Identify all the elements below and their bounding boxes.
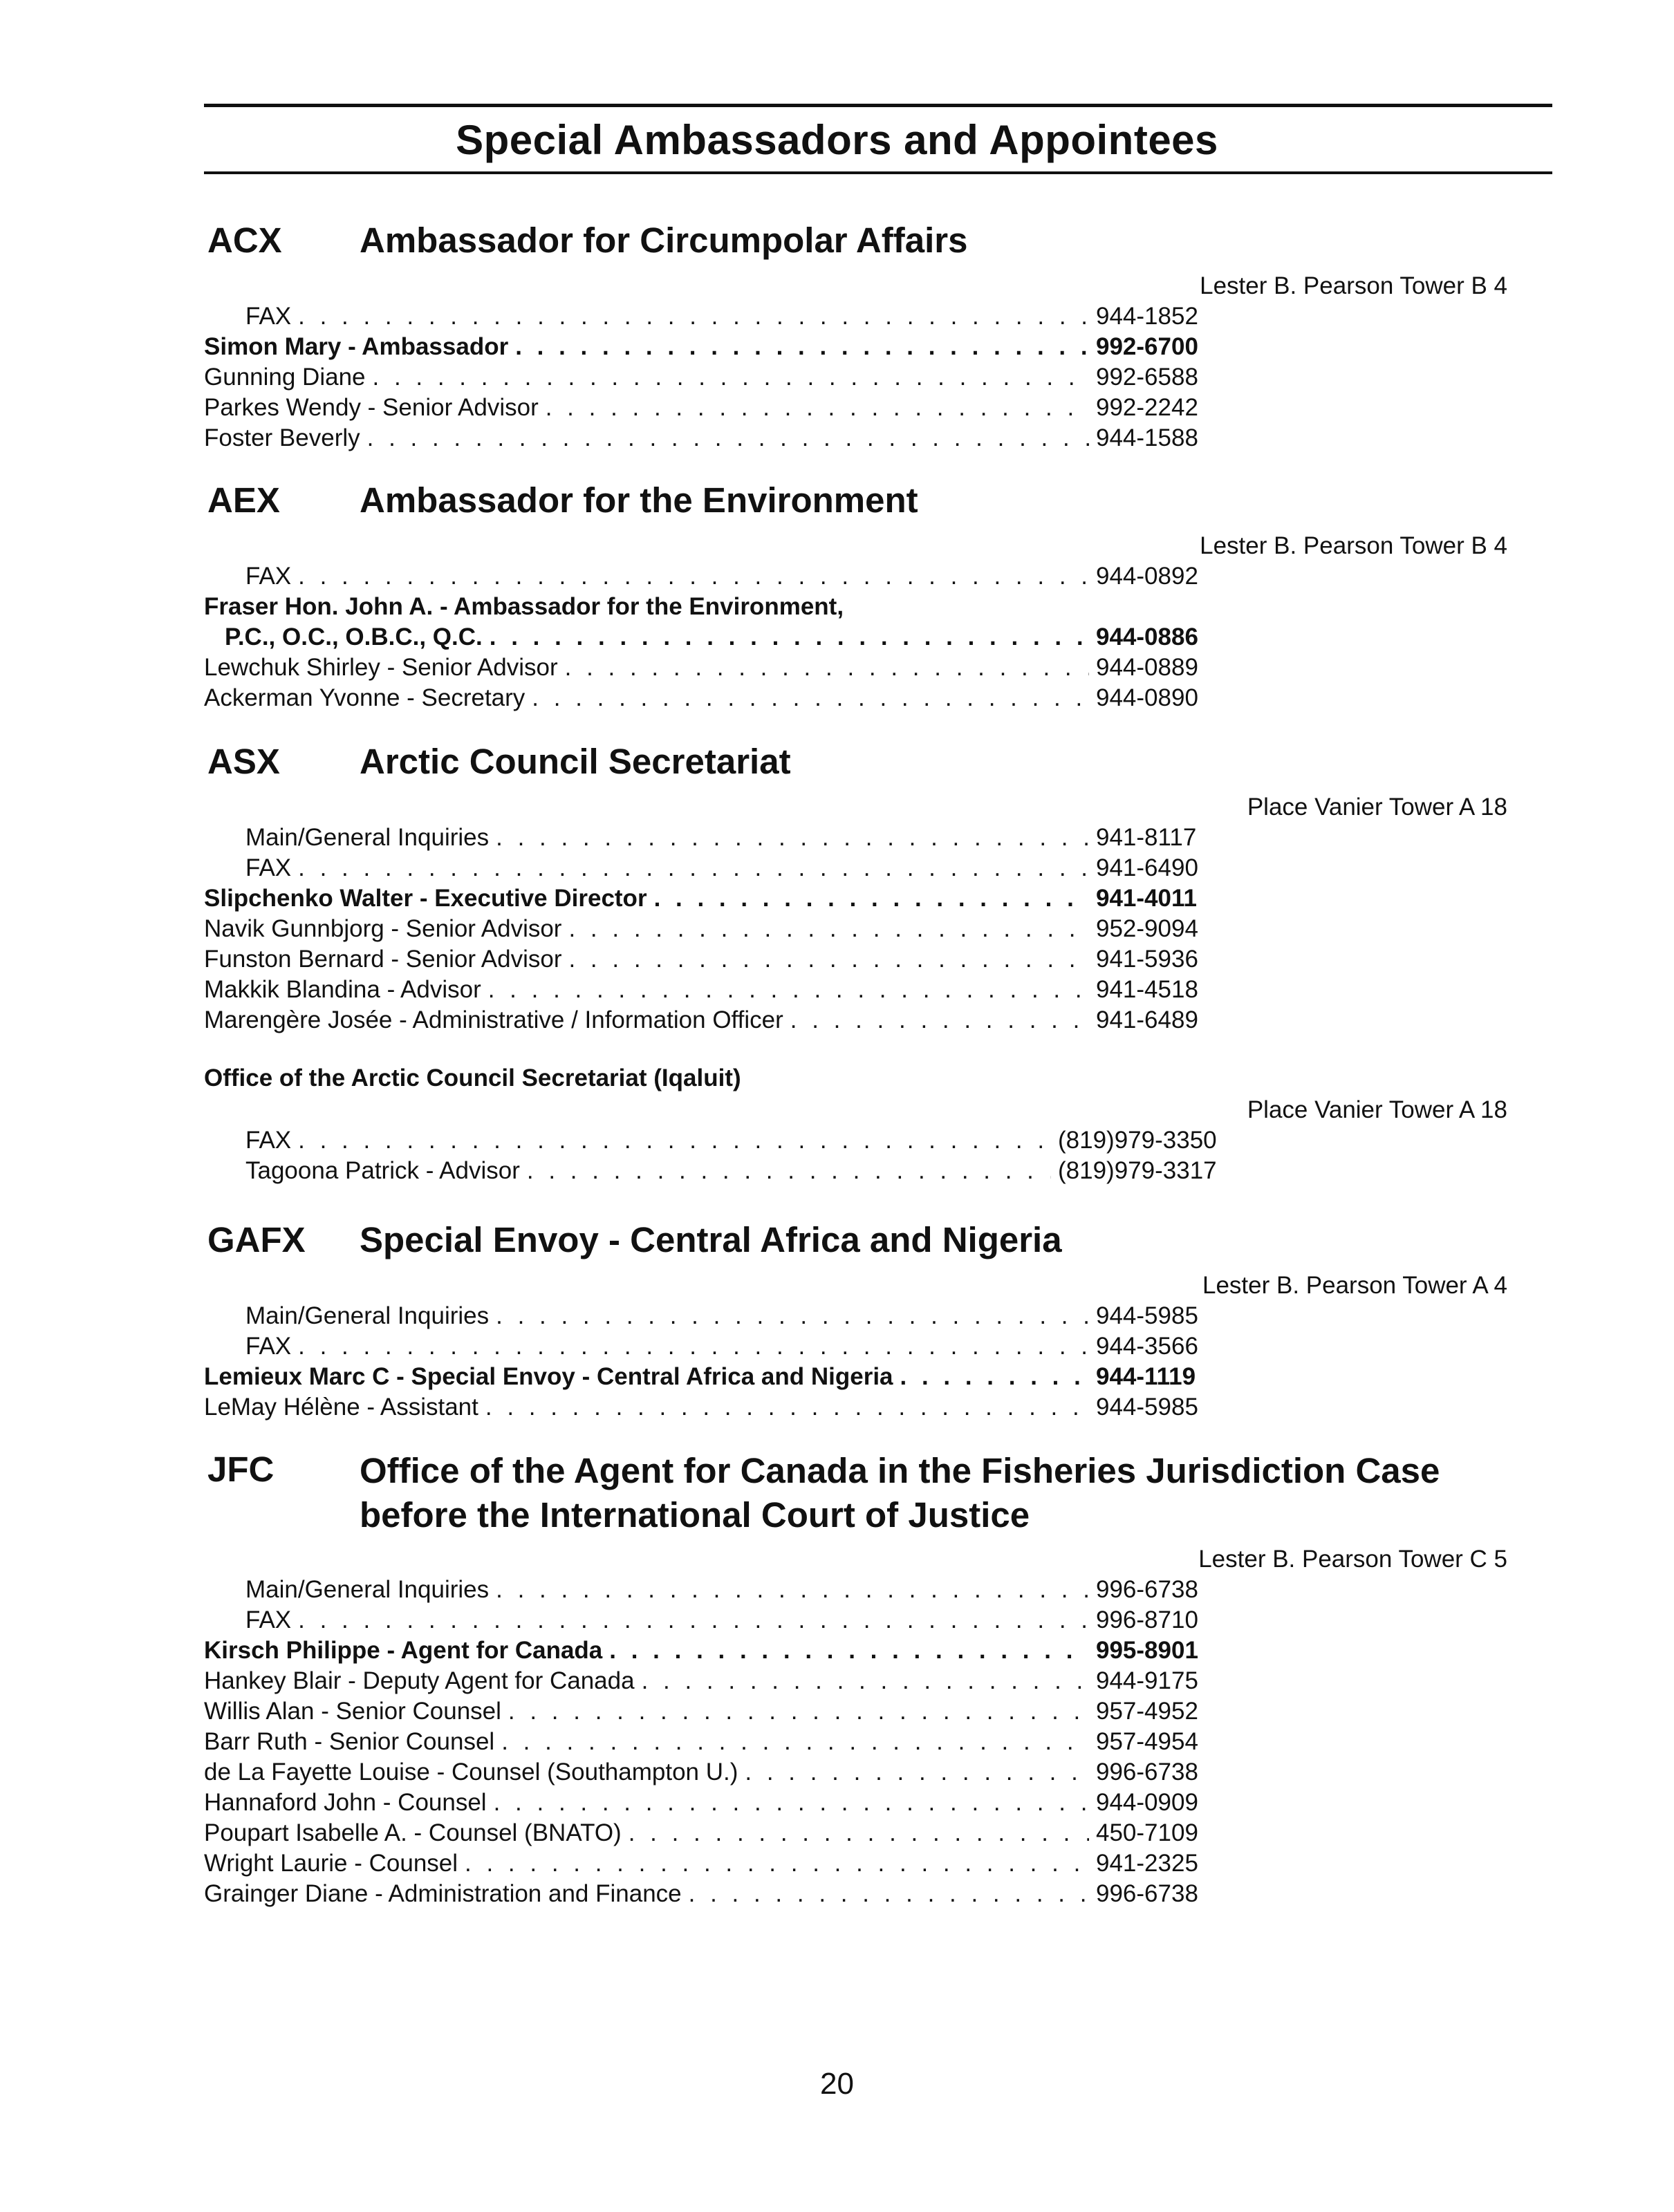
entry-phone: 944-1588	[1096, 424, 1198, 451]
leader-dots	[373, 362, 1090, 393]
subsection-title: Office of the Arctic Council Secretariat (Iqaluit)	[204, 1065, 741, 1091]
section-gafx	[204, 1219, 1552, 1423]
leader-dots	[496, 823, 1089, 853]
title-rule-top	[204, 104, 1552, 107]
entry-name: Foster Beverly	[204, 424, 360, 451]
entry-phone: 996-6738	[1096, 1576, 1198, 1603]
section-code: ASX	[207, 742, 280, 781]
leader-dots	[790, 1005, 1089, 1035]
leader-dots	[490, 622, 1089, 653]
entry-phone: 944-0909	[1096, 1789, 1198, 1816]
entry-name: Wright Laurie - Counsel	[204, 1850, 458, 1877]
directory-entry	[204, 653, 1227, 683]
entry-phone: 996-8710	[1096, 1606, 1198, 1633]
directory-entry	[204, 1635, 1227, 1666]
entry-phone: 992-6588	[1096, 364, 1198, 391]
entry-name: Parkes Wendy - Senior Advisor	[204, 394, 539, 421]
leader-dots	[527, 1156, 1051, 1186]
leader-dots	[298, 561, 1089, 592]
directory-entry	[204, 592, 1227, 622]
entry-name: Barr Ruth - Senior Counsel	[204, 1728, 495, 1755]
entry-name: de La Fayette Louise - Counsel (Southampton U.)	[204, 1759, 738, 1785]
entry-name: Gunning Diane	[204, 364, 366, 391]
leader-dots	[298, 1605, 1089, 1635]
directory-entry	[204, 975, 1227, 1005]
section-code: ACX	[207, 221, 282, 260]
entry-phone: 944-0889	[1096, 654, 1198, 681]
leader-dots	[508, 1696, 1089, 1727]
section-title-line-1: Office of the Agent for Canada in the Fisheries Jurisdiction Case	[360, 1451, 1440, 1490]
leader-dots	[689, 1879, 1089, 1909]
entry-phone: 941-4518	[1096, 976, 1198, 1003]
leader-dots	[496, 1301, 1089, 1331]
directory-entry	[204, 393, 1227, 423]
directory-entry	[204, 823, 1227, 853]
title-rule-bottom	[204, 171, 1552, 174]
entry-name: Grainger Diane - Administration and Finance	[204, 1880, 682, 1907]
leader-dots	[501, 1727, 1089, 1757]
directory-entry	[204, 1392, 1227, 1423]
entry-phone: (819)979-3350	[1058, 1127, 1217, 1154]
section-header	[204, 1449, 1552, 1544]
directory-entry-fax	[204, 561, 1227, 592]
entry-phone: 941-4011	[1096, 885, 1197, 912]
leader-dots	[298, 1331, 1089, 1362]
entry-phone: 957-4952	[1096, 1698, 1198, 1725]
entry-name: Simon Mary - Ambassador	[204, 333, 509, 360]
entry-name: Kirsch Philippe - Agent for Canada	[204, 1637, 603, 1664]
entry-name: FAX	[245, 1333, 292, 1360]
section-title: Ambassador for the Environment	[360, 480, 918, 520]
leader-dots	[485, 1392, 1089, 1423]
leader-dots	[642, 1666, 1089, 1696]
directory-entry	[204, 423, 1227, 453]
entry-name: Navik Gunnbjorg - Senior Advisor	[204, 915, 562, 942]
entry-phone: 952-9094	[1096, 915, 1198, 942]
entry-phone: 944-0892	[1096, 563, 1198, 590]
location: Lester B. Pearson Tower A 4	[1202, 1272, 1507, 1299]
entry-name: FAX	[245, 1127, 292, 1154]
entry-name: P.C., O.C., O.B.C., Q.C.	[225, 624, 483, 650]
directory-entry-fax	[204, 853, 1227, 883]
directory-entry	[204, 1575, 1227, 1605]
entry-phone: 941-5936	[1096, 946, 1198, 973]
directory-entry	[204, 1818, 1227, 1848]
leader-dots	[488, 975, 1089, 1005]
entry-name: Marengère Josée - Administrative / Information Officer	[204, 1006, 783, 1033]
entry-phone: 944-3566	[1096, 1333, 1198, 1360]
directory-entry	[204, 1362, 1227, 1392]
page-number: 20	[820, 2067, 854, 2101]
entry-name: Main/General Inquiries	[245, 824, 490, 851]
directory-entry-fax	[204, 1331, 1227, 1362]
page-title: Special Ambassadors and Appointees	[456, 117, 1218, 163]
section-header	[204, 741, 1552, 792]
entry-name: FAX	[245, 854, 292, 881]
section-title: Special Envoy - Central Africa and Nigeria	[360, 1220, 1062, 1259]
directory-entry	[204, 332, 1227, 362]
leader-dots	[298, 301, 1089, 332]
entry-phone: (819)979-3317	[1058, 1157, 1217, 1184]
leader-dots	[532, 683, 1089, 713]
leader-dots	[629, 1818, 1089, 1848]
entry-phone: 944-1119	[1096, 1363, 1196, 1390]
directory-entry	[204, 914, 1227, 944]
leader-dots	[298, 1125, 1051, 1156]
leader-dots	[900, 1362, 1089, 1392]
entry-name: Lewchuk Shirley - Senior Advisor	[204, 654, 558, 681]
directory-entry	[204, 362, 1227, 393]
location: Lester B. Pearson Tower C 5	[1198, 1546, 1507, 1573]
leader-dots	[515, 332, 1089, 362]
directory-entry	[204, 1757, 1227, 1788]
leader-dots	[546, 393, 1089, 423]
entry-name: Main/General Inquiries	[245, 1576, 490, 1603]
entry-phone: 944-0886	[1096, 624, 1198, 650]
entry-name: Fraser Hon. John A. - Ambassador for the Environment,	[204, 593, 844, 620]
leader-dots	[298, 853, 1089, 883]
entry-phone: 996-6738	[1096, 1880, 1198, 1907]
leader-dots	[367, 423, 1089, 453]
entry-phone: 944-5985	[1096, 1302, 1198, 1329]
leader-dots	[568, 914, 1089, 944]
entry-name: FAX	[245, 303, 292, 330]
section-header	[204, 220, 1552, 271]
entry-name: FAX	[245, 1606, 292, 1633]
section-asx	[204, 741, 1552, 1186]
entry-name: Hankey Blair - Deputy Agent for Canada	[204, 1667, 635, 1694]
section-code: JFC	[207, 1450, 275, 1489]
directory-entry	[204, 1696, 1227, 1727]
location: Lester B. Pearson Tower B 4	[1200, 272, 1507, 299]
entry-name: Ackerman Yvonne - Secretary	[204, 684, 526, 711]
leader-dots	[565, 653, 1089, 683]
directory-entry	[204, 1005, 1227, 1035]
entry-phone: 944-1852	[1096, 303, 1198, 330]
directory-entry-continued	[204, 622, 1227, 653]
entry-name: Tagoona Patrick - Advisor	[245, 1157, 520, 1184]
entry-phone: 995-8901	[1096, 1637, 1198, 1664]
directory-entry	[204, 1727, 1227, 1757]
directory-entry	[204, 883, 1227, 914]
entry-name: Poupart Isabelle A. - Counsel (BNATO)	[204, 1819, 622, 1846]
leader-dots	[745, 1757, 1089, 1788]
leader-dots	[465, 1848, 1089, 1879]
section-jfc	[204, 1449, 1552, 1909]
directory-entry	[204, 1666, 1227, 1696]
entry-name: Lemieux Marc C - Special Envoy - Central Africa and Nigeria	[204, 1363, 893, 1390]
directory-entry	[204, 1879, 1227, 1909]
directory-entry	[204, 683, 1227, 713]
section-header	[204, 1219, 1552, 1271]
directory-entry-fax	[204, 1605, 1227, 1635]
section-title: Ambassador for Circumpolar Affairs	[360, 221, 968, 260]
directory-entry	[204, 1848, 1227, 1879]
section-code: GAFX	[207, 1220, 306, 1259]
leader-dots	[496, 1575, 1089, 1605]
directory-entry	[204, 1156, 1227, 1186]
directory-entry-fax	[204, 1125, 1227, 1156]
entry-name: Funston Bernard - Senior Advisor	[204, 946, 562, 973]
entry-name: Willis Alan - Senior Counsel	[204, 1698, 501, 1725]
directory-entry	[204, 944, 1227, 975]
entry-phone: 992-2242	[1096, 394, 1198, 421]
entry-name: Slipchenko Walter - Executive Director	[204, 885, 647, 912]
directory-entry	[204, 1788, 1227, 1818]
section-title: Arctic Council Secretariat	[360, 742, 791, 781]
entry-phone: 992-6700	[1096, 333, 1198, 360]
leader-dots	[654, 883, 1089, 914]
leader-dots	[494, 1788, 1089, 1818]
entry-phone: 941-6489	[1096, 1006, 1198, 1033]
section-aex	[204, 480, 1552, 713]
section-title	[360, 1449, 1440, 1537]
entry-phone: 450-7109	[1096, 1819, 1198, 1846]
entry-name: FAX	[245, 563, 292, 590]
directory-entry-fax	[204, 301, 1227, 332]
entry-phone: 944-0890	[1096, 684, 1198, 711]
entry-name: Main/General Inquiries	[245, 1302, 490, 1329]
section-header	[204, 480, 1552, 531]
entry-phone: 996-6738	[1096, 1759, 1198, 1785]
entry-phone: 941-2325	[1096, 1850, 1198, 1877]
leader-dots	[568, 944, 1089, 975]
leader-dots	[609, 1635, 1089, 1666]
location: Place Vanier Tower A 18	[1247, 794, 1507, 821]
entry-name: Makkik Blandina - Advisor	[204, 976, 481, 1003]
section-code: AEX	[207, 480, 280, 520]
location: Place Vanier Tower A 18	[1247, 1096, 1507, 1123]
entry-name: Hannaford John - Counsel	[204, 1789, 487, 1816]
entry-phone: 944-5985	[1096, 1394, 1198, 1421]
entry-phone: 941-6490	[1096, 854, 1198, 881]
entry-name: LeMay Hélène - Assistant	[204, 1394, 478, 1421]
entry-phone: 941-8117	[1096, 824, 1197, 851]
entry-phone: 957-4954	[1096, 1728, 1198, 1755]
section-acx	[204, 220, 1552, 453]
entry-phone: 944-9175	[1096, 1667, 1198, 1694]
location: Lester B. Pearson Tower B 4	[1200, 532, 1507, 559]
directory-entry	[204, 1301, 1227, 1331]
section-title-line-2: before the International Court of Justice	[360, 1495, 1030, 1535]
